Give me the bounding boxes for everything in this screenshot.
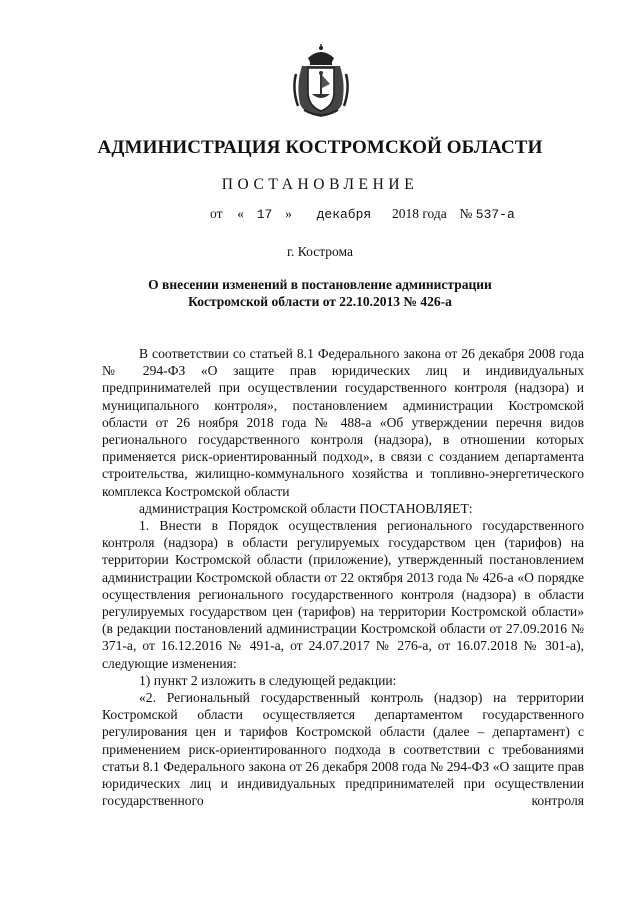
date-close-quote: » [285,206,292,221]
date-open-quote: « [237,206,244,221]
document-number: 537-а [475,207,515,222]
document-type: ПОСТАНОВЛЕНИЕ [221,176,419,193]
date-prefix: от [210,206,223,221]
document-body [102,345,584,809]
paragraph: 1. Внести в Порядок осуществления регионального государственного контроля (надзора) в области регулируемых государством цен (тарифов) на территории Костромской области (приложение), утвержденный постановлением администрации Костромской области от 22 октября 2013 года № 426-а «О порядке осуществления регионального государственного контроля (надзора) в области регулируемых государством цен (тарифов) на территории Костромской области» (в редакции постановлений администрации Костромской области от 27.09.2016 № 371-а, от 16.12.2016 № 491-а, от 24.07.2017 № 276-а, от 16.07.2018 № 301-а), следующие изменения: [102,518,584,671]
date-day: 17 [256,207,273,222]
paragraph: «2. Региональный государственный контроль (надзор) на территории Костромской области осуществляется департаментом государственного регулирования цен и тарифов Костромской области (далее – департамент) с применением риск-ориентированного подхода в соответствии с требованиями статьи 8.1 Федерального закона от 26 декабря 2008 года № 294-ФЗ «О защите прав юридических лиц и индивидуальных предпринимателей при осуществлении государственного контроля [102,690,584,809]
date-month: декабря [316,207,372,222]
paragraph: администрация Костромской области ПОСТАНОВЛЯЕТ: [139,500,473,516]
organization-title: АДМИНИСТРАЦИЯ КОСТРОМСКОЙ ОБЛАСТИ [97,137,543,158]
subject-line-1: О внесении изменений в постановление администрации [148,277,492,292]
document-subject [100,276,540,310]
coat-of-arms-icon [290,44,352,118]
document-date-line [210,206,515,222]
paragraph: В соответствии со статьей 8.1 Федерального закона от 26 декабря 2008 года № 294-ФЗ «О защите прав юридических лиц и индивидуальных предпринимателей при осуществлении государственного контроля (надзора) и муниципального контроля», постановлением администрации Костромской области от 26 ноября 2018 года № 488-а «Об утверждении перечня видов регионального государственного контроля (надзора), в отношении которых применяется риск-ориентированный подход», в связи с созданием департамента строительства, жилищно-коммунального хозяйства и топливно-энергетического комплекса Костромской области [102,346,584,499]
subject-line-2: Костромской области от 22.10.2013 № 426-а [188,294,452,309]
date-year: 2018 года [391,206,447,221]
paragraph: 1) пункт 2 изложить в следующей редакции: [139,672,397,688]
city: г. Кострома [287,244,353,259]
number-prefix: № [459,206,473,221]
